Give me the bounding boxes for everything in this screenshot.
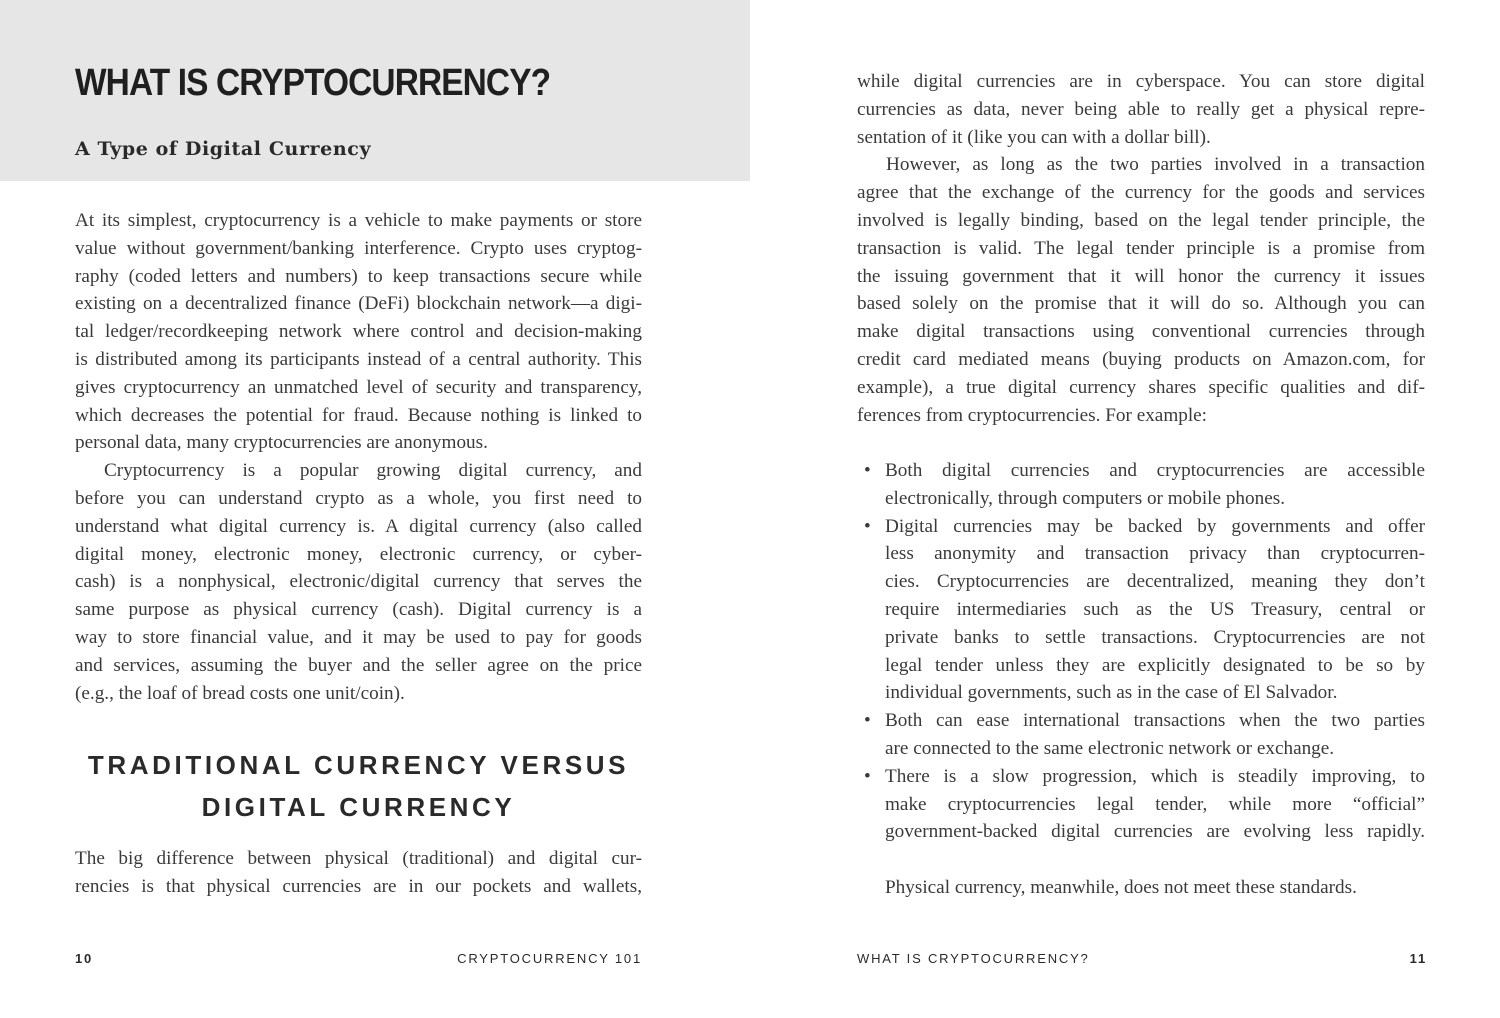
paragraph-intro	[75, 207, 642, 457]
text-line: make digital transactions using conventional currencies through	[857, 321, 1425, 343]
bullet-icon: •	[864, 515, 871, 537]
text-line: digital money, electronic money, electronic currency, or cyber-	[75, 543, 642, 565]
text-line: tal ledger/recordkeeping network where control and decision-making	[75, 321, 642, 343]
text-line: currencies as data, never being able to really get a physical repre-	[857, 98, 1425, 120]
paragraph-legal-tender	[857, 151, 1425, 429]
text-line: At its simplest, cryptocurrency is a vehicle to make payments or store	[75, 210, 642, 231]
text-line: Digital currencies may be backed by governments and offer	[885, 515, 1425, 537]
text-line: (e.g., the loaf of bread costs one unit/coin).	[75, 682, 405, 704]
text-line: is distributed among its participants instead of a central authority. This	[75, 348, 642, 370]
bullet-item	[857, 457, 1425, 513]
text-line: Both can ease international transactions when the two parties	[885, 710, 1425, 732]
running-head: WHAT IS CRYPTOCURRENCY?	[857, 951, 1090, 966]
paragraph-difference	[75, 845, 642, 901]
bullet-item	[857, 513, 1425, 708]
text-line: while digital currencies are in cyberspace. You can store digital	[857, 71, 1425, 92]
page-number: 10	[75, 951, 94, 966]
text-line: private banks to settle transactions. Cryptocurrencies are not	[885, 626, 1425, 648]
closing-paragraph	[885, 874, 1425, 902]
text-line: The big difference between physical (traditional) and digital cur-	[75, 848, 642, 869]
bullet-item	[857, 763, 1425, 846]
paragraph-digital-currency	[75, 457, 642, 707]
text-line: example), a true digital currency shares specific qualities and dif-	[857, 376, 1425, 398]
bullet-icon: •	[864, 710, 871, 732]
text-line: are connected to the same electronic network or exchange.	[885, 737, 1335, 759]
chapter-title: WHAT IS CRYPTOCURRENCY?	[75, 62, 551, 104]
chapter-subtitle: A Type of Digital Currency	[75, 138, 372, 160]
running-head: CRYPTOCURRENCY 101	[457, 951, 642, 966]
text-line: gives cryptocurrency an unmatched level of security and transparency,	[75, 376, 642, 398]
text-line: which decreases the potential for fraud. Because nothing is linked to	[75, 404, 642, 426]
bullet-list	[857, 457, 1425, 846]
text-line: before you can understand crypto as a whole, you first need to	[75, 487, 642, 509]
text-line: agree that the exchange of the currency for the goods and services	[857, 182, 1425, 204]
text-line: rencies is that physical currencies are in our pockets and wallets,	[75, 875, 642, 897]
text-line: way to store financial value, and it may be used to pay for goods	[75, 626, 642, 648]
text-line: Both digital currencies and cryptocurrencies are accessible	[885, 460, 1425, 481]
text-line: individual governments, such as in the case of El Salvador.	[885, 682, 1338, 704]
section-heading-line: TRADITIONAL CURRENCY VERSUS	[87, 750, 630, 780]
left-body-paragraphs	[75, 207, 642, 707]
text-line: value without government/banking interference. Crypto uses cryptog-	[75, 237, 642, 259]
text-line: make cryptocurrencies legal tender, while more “official”	[885, 793, 1425, 815]
text-line: government-backed digital currencies are evolving less rapidly.	[885, 821, 1425, 843]
text-line: cies. Cryptocurrencies are decentralized, meaning they don’t	[885, 571, 1425, 593]
bullet-icon: •	[864, 765, 871, 787]
text-line: the issuing government that it will honor the currency it issues	[857, 265, 1425, 287]
text-line: electronically, through computers or mobile phones.	[885, 487, 1285, 509]
text-line: Physical currency, meanwhile, does not meet these standards.	[885, 877, 1357, 898]
text-line: However, as long as the two parties involved in a transaction	[886, 154, 1425, 176]
text-line: cash) is a nonphysical, electronic/digital currency that serves the	[75, 571, 642, 593]
text-line: and services, assuming the buyer and the seller agree on the price	[75, 654, 642, 676]
text-line: Cryptocurrency is a popular growing digital currency, and	[104, 460, 642, 482]
text-line: understand what digital currency is. A digital currency (also called	[75, 515, 642, 537]
text-line: credit card mediated means (buying products on Amazon.com, for	[857, 348, 1425, 370]
text-line: based solely on the promise that it will do so. Although you can	[857, 293, 1425, 315]
text-line: personal data, many cryptocurrencies are anonymous.	[75, 432, 488, 454]
right-page	[750, 0, 1500, 1018]
text-line: raphy (coded letters and numbers) to keep transactions secure while	[75, 265, 642, 287]
paragraph-cyberspace	[857, 68, 1425, 151]
text-line: existing on a decentralized finance (DeFi) blockchain network—a digi-	[75, 293, 642, 315]
text-line: involved is legally binding, based on the legal tender principle, the	[857, 209, 1425, 231]
text-line: transaction is valid. The legal tender principle is a promise from	[857, 237, 1425, 259]
bullet-item	[857, 707, 1425, 763]
text-line: ferences from cryptocurrencies. For example:	[857, 404, 1208, 426]
text-line: require intermediaries such as the US Treasury, central or	[885, 598, 1425, 620]
section-heading	[75, 744, 642, 828]
bullet-icon: •	[864, 460, 871, 481]
text-line: sentation of it (like you can with a dollar bill).	[857, 126, 1211, 148]
text-line: same purpose as physical currency (cash). Digital currency is a	[75, 599, 642, 621]
text-line: legal tender unless they are explicitly designated to be so by	[885, 654, 1425, 676]
section-heading-line: DIGITAL CURRENCY	[201, 792, 516, 822]
right-body-paragraphs	[857, 68, 1425, 429]
page-number: 11	[1409, 951, 1427, 966]
text-line: less anonymity and transaction privacy than cryptocurren-	[885, 543, 1425, 565]
text-line: There is a slow progression, which is steadily improving, to	[885, 765, 1425, 787]
